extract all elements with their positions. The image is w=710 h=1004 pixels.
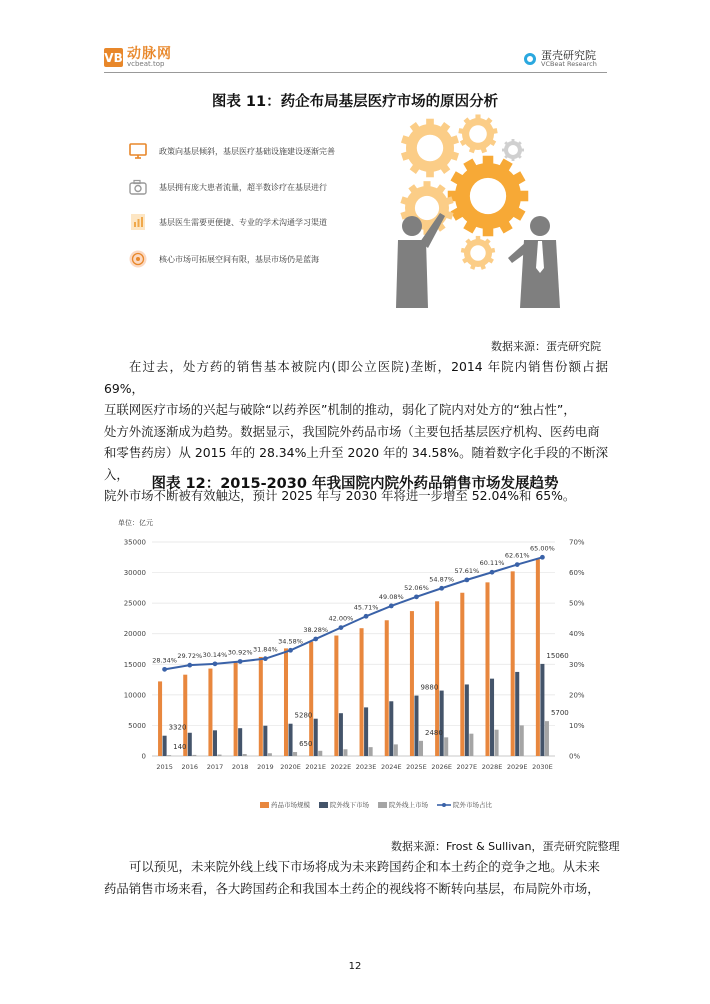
bar-online bbox=[167, 755, 171, 756]
y-tick-left: 35000 bbox=[123, 538, 146, 547]
factor-item bbox=[128, 249, 319, 269]
vcbeat-logo-sub: vcbeat.top bbox=[127, 60, 165, 68]
body-paragraph-2 bbox=[104, 856, 608, 899]
share-point bbox=[288, 648, 293, 653]
bar-offline bbox=[540, 664, 544, 756]
share-label: 54.87% bbox=[429, 575, 455, 584]
bar-market bbox=[360, 628, 364, 756]
paragraph-line: 和零售药房）从 2015 年的 28.34%上升至 2020 年的 34.58%。随着数字化手段的不断深入， bbox=[104, 445, 608, 482]
y-tick-left: 5000 bbox=[128, 721, 146, 730]
bar-market bbox=[284, 648, 288, 756]
x-tick-label: 2026E bbox=[431, 763, 452, 771]
share-label: 38.28% bbox=[303, 625, 329, 634]
share-label: 42.00% bbox=[328, 614, 354, 623]
bar-market bbox=[334, 636, 338, 756]
bar-online bbox=[217, 755, 221, 756]
x-tick-label: 2018 bbox=[231, 763, 249, 771]
eggshell-icon bbox=[524, 53, 536, 65]
gear-orange-icon bbox=[448, 156, 529, 237]
legend-marker bbox=[442, 803, 446, 807]
share-point bbox=[414, 594, 419, 599]
share-point bbox=[515, 562, 520, 567]
bar-value-label: 2480 bbox=[425, 728, 443, 737]
x-tick-label: 2016 bbox=[181, 763, 199, 771]
bar-online bbox=[545, 721, 549, 756]
vcbeat-logo-mark: VB bbox=[104, 48, 123, 67]
y-tick-right: 50% bbox=[569, 599, 585, 608]
paragraph-line: 药品销售市场来看，各大跨国药企和我国本土药企的视线将不断转向基层，布局院外市场， bbox=[104, 880, 600, 896]
share-point bbox=[213, 661, 218, 666]
x-tick-label: 2024E bbox=[380, 763, 402, 771]
vcbeat-logo bbox=[104, 47, 172, 68]
bar-market bbox=[259, 657, 263, 756]
x-tick-label: 2017 bbox=[206, 763, 224, 771]
bar-offline bbox=[238, 728, 242, 756]
bar-online bbox=[444, 737, 448, 756]
bar-value-label: 5280 bbox=[294, 711, 313, 720]
paragraph-line: 互联网医疗市场的兴起与破除“以药养医”机制的推动，弱化了院内对处方的“独占性”， bbox=[104, 402, 576, 417]
gear-light-icon bbox=[461, 236, 495, 270]
y-tick-right: 70% bbox=[569, 538, 585, 547]
x-tick-label: 2023E bbox=[355, 763, 377, 771]
share-label: 34.58% bbox=[278, 637, 303, 646]
y-tick-left: 25000 bbox=[123, 599, 146, 608]
bar-market bbox=[460, 593, 464, 756]
header-divider bbox=[104, 72, 607, 73]
bar-value-label: 9880 bbox=[420, 683, 439, 692]
y-tick-left: 10000 bbox=[123, 691, 146, 700]
bar-market bbox=[410, 611, 414, 756]
y-tick-left: 0 bbox=[141, 752, 146, 761]
bar-market bbox=[309, 642, 313, 756]
share-label: 30.14% bbox=[202, 650, 228, 659]
paragraph-line: 处方外流逐渐成为趋势。数据显示，我国院外药品市场（主要包括基层医疗机构、医药电商 bbox=[104, 423, 600, 439]
gear-gray-icon bbox=[502, 139, 524, 161]
bar-online bbox=[268, 753, 272, 756]
bar-offline bbox=[364, 707, 368, 756]
share-label: 49.08% bbox=[378, 592, 404, 601]
page-number: 12 bbox=[348, 961, 362, 972]
legend-label: 院外市场占比 bbox=[453, 801, 492, 809]
bar-offline bbox=[515, 672, 519, 756]
share-point bbox=[313, 637, 318, 642]
paragraph-line: 可以预见，未来院外线上线下市场将成为未来跨国药企和本土药企的竞争之地。从未来 bbox=[129, 859, 600, 874]
person-businessman-icon bbox=[508, 216, 560, 308]
bar-online bbox=[318, 751, 322, 756]
bar-offline bbox=[188, 733, 192, 756]
bar-online bbox=[469, 734, 473, 756]
share-point bbox=[187, 663, 192, 668]
bar-online bbox=[520, 725, 524, 756]
bar-online bbox=[343, 749, 347, 756]
x-tick-label: 2015 bbox=[156, 763, 173, 771]
x-tick-label: 2019 bbox=[257, 763, 274, 771]
bar-offline bbox=[440, 691, 444, 756]
factor-text: 基层医生需要更便捷、专业的学术沟通学习渠道 bbox=[159, 217, 327, 227]
share-label: 29.72% bbox=[177, 652, 203, 661]
bar-market bbox=[385, 620, 389, 756]
legend-swatch bbox=[378, 802, 387, 808]
y-tick-right: 20% bbox=[569, 691, 585, 700]
bar-offline bbox=[389, 701, 393, 756]
bar-value-label: 140 bbox=[173, 743, 187, 752]
legend-swatch bbox=[260, 802, 269, 808]
share-point bbox=[439, 586, 444, 591]
share-point bbox=[339, 625, 344, 630]
share-label: 62.61% bbox=[504, 551, 530, 560]
bar-offline bbox=[465, 684, 469, 756]
chart-doc-icon bbox=[128, 212, 148, 232]
vcbeat-research-logo bbox=[524, 50, 597, 68]
factor-text: 核心市场可拓展空间有限，基层市场仍是蓝海 bbox=[159, 254, 319, 264]
factor-text: 基层拥有庞大患者流量，超半数诊疗在基层进行 bbox=[159, 182, 327, 192]
bar-value-label: 5700 bbox=[550, 709, 569, 718]
bar-offline bbox=[414, 696, 418, 756]
gears-people-illustration bbox=[390, 108, 575, 308]
bar-online bbox=[192, 755, 196, 756]
legend-label: 药品市场规模 bbox=[271, 801, 310, 809]
y-tick-right: 0% bbox=[569, 752, 581, 761]
share-label: 31.84% bbox=[252, 645, 278, 654]
share-label: 52.06% bbox=[404, 583, 429, 592]
market-trend-chart bbox=[110, 505, 610, 830]
share-point bbox=[162, 667, 167, 672]
bar-value-label: 3320 bbox=[168, 723, 187, 732]
bar-market bbox=[536, 559, 540, 756]
factor-item bbox=[128, 141, 335, 161]
figure-11-source: 数据来源：蛋壳研究院 bbox=[491, 340, 601, 353]
bar-offline bbox=[314, 719, 318, 756]
y-tick-right: 10% bbox=[569, 721, 585, 730]
bar-online bbox=[293, 752, 297, 756]
share-point bbox=[490, 570, 495, 575]
share-point bbox=[364, 614, 369, 619]
y-tick-left: 15000 bbox=[123, 660, 146, 669]
share-point bbox=[464, 577, 469, 582]
research-logo-name: 蛋壳研究院 bbox=[541, 49, 596, 62]
monitor-icon bbox=[128, 141, 148, 161]
bar-market bbox=[158, 681, 162, 756]
bar-offline bbox=[490, 679, 494, 756]
bar-market bbox=[485, 582, 489, 756]
bar-online bbox=[394, 744, 398, 756]
chart-unit-label: 单位：亿元 bbox=[118, 519, 153, 527]
x-tick-label: 2027E bbox=[456, 763, 478, 771]
bar-online bbox=[369, 747, 373, 756]
figure-11-title: 图表 11：药企布局基层医疗市场的原因分析 bbox=[211, 94, 499, 110]
share-point bbox=[540, 555, 545, 560]
gear-light-icon bbox=[458, 114, 497, 153]
camera-icon bbox=[128, 177, 148, 197]
y-tick-left: 20000 bbox=[123, 630, 146, 639]
person-pointing-icon bbox=[396, 213, 445, 308]
share-label: 28.34% bbox=[152, 656, 177, 665]
bar-offline bbox=[213, 730, 217, 756]
share-label: 30.92% bbox=[227, 648, 253, 657]
x-tick-label: 2020E bbox=[280, 763, 301, 771]
vcbeat-logo-name: 动脉网 bbox=[127, 46, 172, 62]
bar-offline bbox=[339, 713, 343, 756]
y-tick-right: 40% bbox=[569, 630, 585, 639]
bar-market bbox=[208, 669, 212, 756]
x-tick-label: 2021E bbox=[305, 763, 327, 771]
share-point bbox=[238, 659, 243, 664]
bar-value-label: 15060 bbox=[546, 651, 569, 660]
research-logo-sub: VCBeat Research bbox=[541, 60, 597, 68]
factor-item bbox=[128, 212, 327, 232]
legend-label: 院外线下市场 bbox=[330, 801, 369, 809]
y-tick-right: 60% bbox=[569, 569, 585, 578]
bar-offline bbox=[263, 726, 267, 756]
factor-text: 政策向基层倾斜，基层医疗基础设施建设逐渐完善 bbox=[159, 146, 335, 156]
paragraph-line: 院外市场不断被有效触达，预计 2025 年与 2030 年将进一步增至 52.04%和 65%。 bbox=[104, 488, 576, 503]
x-tick-label: 2022E bbox=[330, 763, 352, 771]
x-tick-label: 2029E bbox=[506, 763, 528, 771]
factor-item bbox=[128, 177, 327, 197]
x-tick-label: 2030E bbox=[532, 763, 553, 771]
bar-offline bbox=[163, 736, 167, 756]
figure-12-source: 数据来源：Frost & Sullivan，蛋壳研究院整理 bbox=[391, 840, 620, 853]
share-label: 65.00% bbox=[530, 544, 555, 553]
bar-online bbox=[495, 730, 499, 756]
share-label: 57.61% bbox=[454, 566, 480, 575]
x-tick-label: 2025E bbox=[406, 763, 427, 771]
legend-swatch bbox=[319, 802, 328, 808]
legend-label: 院外线上市场 bbox=[389, 801, 428, 809]
share-point bbox=[389, 604, 394, 609]
y-tick-left: 30000 bbox=[123, 569, 146, 578]
bar-market bbox=[511, 571, 515, 756]
bar-online bbox=[243, 754, 247, 756]
bar-market bbox=[234, 662, 238, 756]
bar-value-label: 650 bbox=[299, 740, 313, 749]
share-label: 45.71% bbox=[353, 603, 379, 612]
y-tick-right: 30% bbox=[569, 660, 585, 669]
x-tick-label: 2028E bbox=[481, 763, 503, 771]
share-label: 60.11% bbox=[479, 559, 505, 568]
bar-offline bbox=[289, 724, 293, 756]
bar-online bbox=[419, 741, 423, 756]
share-point bbox=[263, 656, 268, 661]
gear-light-icon bbox=[401, 119, 459, 178]
figure-12-title: 图表 12：2015-2030 年我国院内院外药品销售市场发展趋势 bbox=[151, 476, 559, 492]
target-icon bbox=[128, 249, 148, 269]
paragraph-line: 在过去，处方药的销售基本被院内(即公立医院)垄断，2014 年院内销售份额占据 69%， bbox=[104, 359, 608, 396]
